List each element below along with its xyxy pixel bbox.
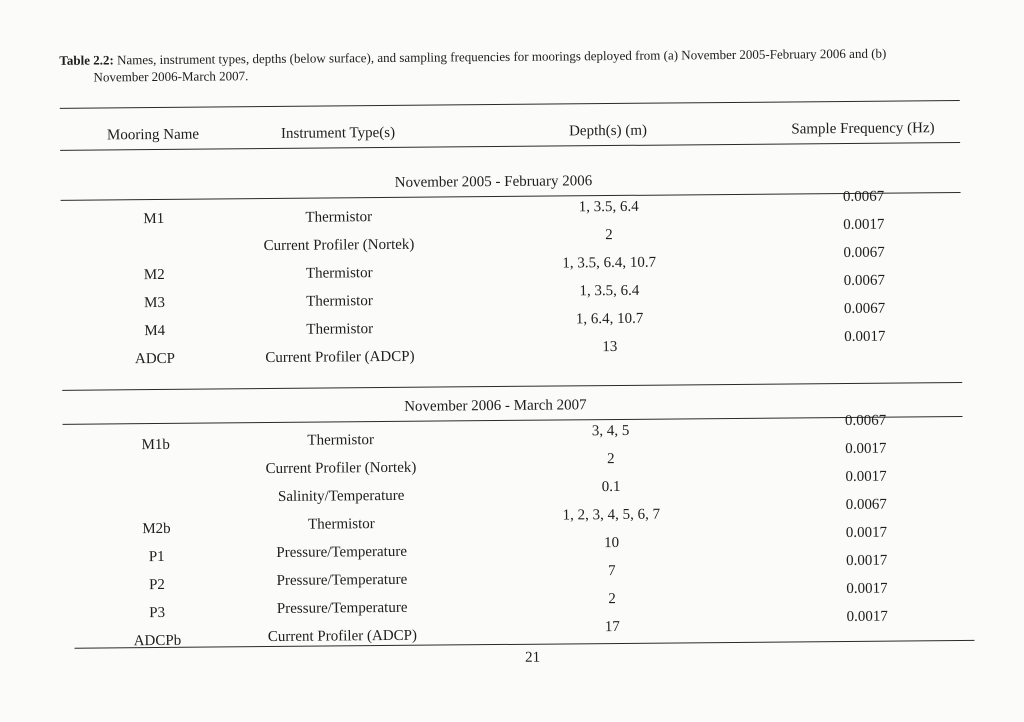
sample-frequency: 0.0017 xyxy=(845,440,887,457)
instrument-type: Current Profiler (Nortek) xyxy=(265,459,417,478)
sample-frequency: 0.0067 xyxy=(843,244,885,261)
instrument-type: Pressure/Temperature xyxy=(276,571,408,589)
depth-values: 1, 3.5, 6.4, 10.7 xyxy=(562,254,657,272)
caption-text: Names, instrument types, depths (below surface), and sampling frequencies for moorings deployed from (a) November 2005-February 2006 and (b) xyxy=(113,45,887,68)
mooring-name: M2b xyxy=(142,520,171,538)
table-top-rule xyxy=(60,100,960,109)
depth-values: 7 xyxy=(608,562,616,580)
instrument-type: Current Profiler (Nortek) xyxy=(263,236,415,255)
depth-values: 17 xyxy=(604,618,620,636)
instrument-type: Thermistor xyxy=(305,265,373,282)
sample-frequency: 0.0017 xyxy=(844,328,886,345)
column-header-mooring-name: Mooring Name xyxy=(106,126,200,144)
depth-values: 2 xyxy=(607,451,615,468)
caption-label: Table 2.2: xyxy=(59,52,114,68)
sample-frequency: 0.0017 xyxy=(845,524,888,541)
section-title-2005-2006: November 2005 - February 2006 xyxy=(394,173,593,191)
mooring-name: P3 xyxy=(149,604,166,622)
depth-values: 10 xyxy=(604,534,620,552)
depth-values: 1, 3.5, 6.4 xyxy=(578,198,639,216)
mooring-name: P1 xyxy=(148,548,165,566)
instrument-type: Salinity/Temperature xyxy=(277,487,405,505)
sample-frequency: 0.0067 xyxy=(842,188,885,206)
sample-frequency: 0.0017 xyxy=(845,468,887,485)
instrument-type: Thermistor xyxy=(305,209,373,226)
instrument-type: Thermistor xyxy=(306,293,373,310)
depth-values: 1, 6.4, 10.7 xyxy=(575,310,644,328)
caption-text-continued: November 2006-March 2007. xyxy=(93,68,249,85)
depth-values: 1, 2, 3, 4, 5, 6, 7 xyxy=(562,506,661,524)
mooring-name: M3 xyxy=(143,294,165,312)
depth-values: 13 xyxy=(602,338,618,356)
sample-frequency: 0.0017 xyxy=(846,552,888,569)
column-header-depth: Depth(s) (m) xyxy=(568,122,648,140)
column-header-instrument-type: Instrument Type(s) xyxy=(280,124,396,142)
instrument-type: Thermistor xyxy=(306,321,374,338)
instrument-type: Thermistor xyxy=(308,516,375,533)
depth-values: 2 xyxy=(608,590,616,608)
instrument-type: Pressure/Temperature xyxy=(276,543,408,561)
instrument-type: Pressure/Temperature xyxy=(276,599,408,617)
mooring-name: M4 xyxy=(144,322,166,340)
sample-frequency: 0.0017 xyxy=(846,580,888,597)
mooring-name: ADCPb xyxy=(133,632,182,650)
sample-frequency: 0.0017 xyxy=(846,608,888,625)
section-title-2006-2007: November 2006 - March 2007 xyxy=(404,397,587,415)
mooring-name: M2 xyxy=(143,266,165,284)
sample-frequency: 0.0067 xyxy=(845,496,887,513)
sample-frequency: 0.0067 xyxy=(843,300,886,317)
mooring-name: ADCP xyxy=(134,350,176,368)
sample-frequency: 0.0067 xyxy=(844,412,887,429)
mooring-name: M1 xyxy=(143,210,165,228)
instrument-type: Current Profiler (ADCP) xyxy=(265,348,415,367)
sample-frequency: 0.0067 xyxy=(843,272,886,289)
table-caption xyxy=(59,44,999,86)
column-header-sample-frequency: Sample Frequency (Hz) xyxy=(791,120,935,138)
mooring-name: M1b xyxy=(141,436,170,454)
depth-values: 2 xyxy=(605,227,613,244)
page-number: 21 xyxy=(525,649,541,666)
depth-values: 1, 3.5, 6.4 xyxy=(579,282,640,300)
instrument-type: Thermistor xyxy=(307,432,375,449)
mooring-name: P2 xyxy=(148,576,165,594)
depth-values: 3, 4, 5 xyxy=(591,422,630,440)
section-2-top-rule xyxy=(62,382,962,391)
instrument-type: Current Profiler (ADCP) xyxy=(267,627,418,646)
depth-values: 0.1 xyxy=(601,478,621,496)
sample-frequency: 0.0017 xyxy=(843,216,885,233)
